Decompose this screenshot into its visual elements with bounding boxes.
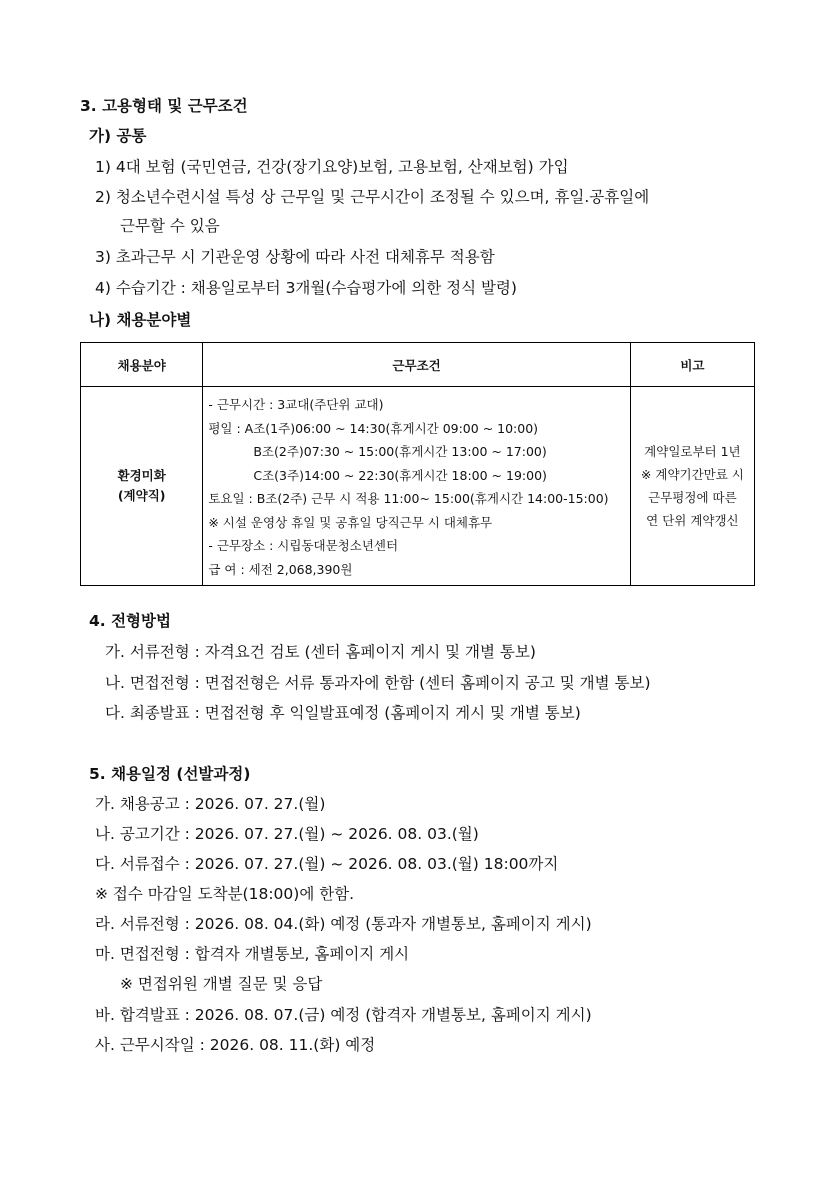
field-type: (계약직): [117, 488, 166, 503]
field-cell: [81, 387, 203, 586]
common-heading: 가) 공통: [89, 127, 147, 145]
common-item-2: 2) 청소년수련시설 특성 상 근무일 및 근무시간이 조정될 수 있으며, 휴일.공휴일에: [95, 188, 650, 206]
schedule-note: ※ 접수 마감일 도착분(18:00)에 한함.: [95, 885, 355, 903]
condition-line: - 근무장소 : 시립동대문청소년센터: [208, 538, 399, 553]
common-item-3: 3) 초과근무 시 기관운영 상황에 따라 사전 대체휴무 적용함: [95, 248, 495, 266]
condition-line: C조(3주)14:00 ~ 22:30(휴게시간 18:00 ~ 19:00): [253, 467, 547, 483]
note-line: 연 단위 계약갱신: [646, 513, 739, 528]
schedule-item: 사. 근무시작일 : 2026. 08. 11.(화) 예정: [95, 1036, 376, 1054]
section-3-title: 3. 고용형태 및 근무조건: [80, 97, 248, 115]
table-header-row: [81, 343, 755, 387]
header-field: 채용분야: [81, 343, 203, 387]
conditions-cell: [203, 387, 630, 586]
common-item-1: 1) 4대 보험 (국민연금, 건강(장기요양)보험, 고용보험, 산재보험) 가입: [95, 158, 569, 176]
condition-line: ※ 시설 운영상 휴일 및 공휴일 당직근무 시 대체휴무: [208, 514, 493, 530]
common-item-2-cont: 근무할 수 있음: [120, 217, 220, 235]
notes-cell: [630, 387, 754, 586]
schedule-item: 마. 면접전형 : 합격자 개별통보, 홈페이지 게시: [95, 945, 410, 963]
condition-line: 평일 : A조(1주)06:00 ~ 14:30(휴게시간 09:00 ~ 10:00): [208, 420, 539, 436]
schedule-item: 다. 서류접수 : 2026. 07. 27.(월) ~ 2026. 08. 03.(월) 18:00까지: [95, 855, 559, 873]
by-field-heading: 나) 채용분야별: [89, 311, 192, 329]
schedule-item: 가. 채용공고 : 2026. 07. 27.(월): [95, 795, 326, 813]
table-row: [81, 387, 755, 586]
condition-line: 급 여 : 세전 2,068,390원: [208, 561, 353, 577]
common-item-4: 4) 수습기간 : 채용일로부터 3개월(수습평가에 의한 정식 발령): [95, 279, 517, 297]
recruitment-table: [80, 342, 755, 586]
header-conditions: 근무조건: [203, 343, 630, 387]
field-name: 환경미화: [117, 468, 166, 483]
note-line: 근무평정에 따른: [648, 490, 737, 505]
selection-item-1: 가. 서류전형 : 자격요건 검토 (센터 홈페이지 게시 및 개별 통보): [105, 643, 536, 661]
schedule-item: 바. 합격발표 : 2026. 08. 07.(금) 예정 (합격자 개별통보, 홈페이지 게시): [95, 1006, 592, 1024]
schedule-item: 라. 서류전형 : 2026. 08. 04.(화) 예정 (통과자 개별통보, 홈페이지 게시): [95, 915, 592, 933]
note-line: ※ 계약기간만료 시: [640, 467, 744, 482]
header-notes: 비고: [630, 343, 754, 387]
selection-item-3: 다. 최종발표 : 면접전형 후 익일발표예정 (홈페이지 게시 및 개별 통보): [105, 704, 581, 722]
schedule-note: ※ 면접위원 개별 질문 및 응답: [120, 975, 323, 993]
section-4-title: 4. 전형방법: [89, 612, 171, 630]
condition-line: 토요일 : B조(2주) 근무 시 적용 11:00~ 15:00(휴게시간 14:00-15:00): [208, 491, 609, 506]
condition-line: B조(2주)07:30 ~ 15:00(휴게시간 13:00 ~ 17:00): [253, 444, 547, 459]
schedule-item: 나. 공고기간 : 2026. 07. 27.(월) ~ 2026. 08. 03.(월): [95, 825, 479, 843]
selection-item-2: 나. 면접전형 : 면접전형은 서류 통과자에 한함 (센터 홈페이지 공고 및 개별 통보): [105, 674, 651, 692]
section-5-title: 5. 채용일정 (선발과정): [89, 765, 251, 783]
condition-line: - 근무시간 : 3교대(주단위 교대): [208, 397, 384, 412]
note-line: 계약일로부터 1년: [644, 444, 741, 459]
